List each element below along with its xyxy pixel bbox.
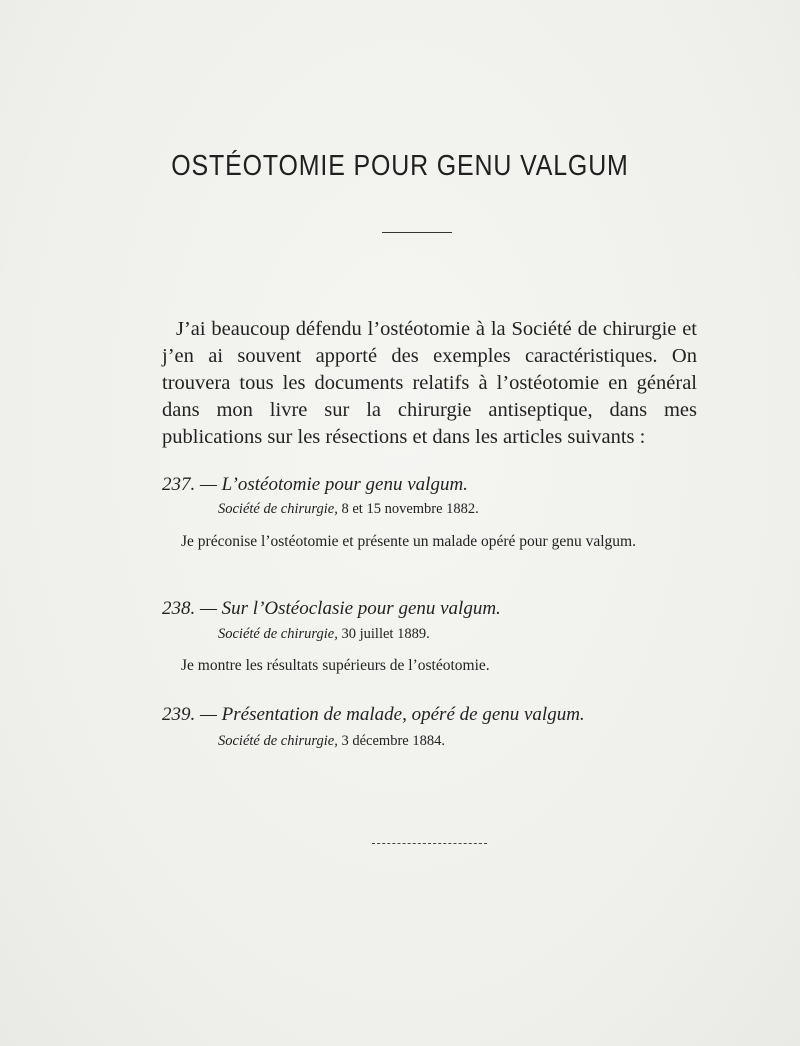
entry-source-date: 8 et 15 novembre 1882. xyxy=(341,501,479,517)
entry-source-journal: Société de chirurgie, xyxy=(218,501,338,517)
entry-number: 237. xyxy=(162,474,196,495)
entry-source-date: 3 décembre 1884. xyxy=(341,733,445,749)
title-divider xyxy=(382,232,452,233)
page-title: OSTÉOTOMIE POUR GENU VALGUM xyxy=(171,150,629,182)
entry-239-source xyxy=(218,733,445,750)
entry-237-description: Je préconise l’ostéotomie et présente un malade opéré pour genu valgum. xyxy=(181,533,636,550)
entry-source-journal: Société de chirurgie, xyxy=(218,733,338,749)
entry-title: Sur l’Ostéoclasie pour genu valgum. xyxy=(221,598,501,619)
entry-source-journal: Société de chirurgie, xyxy=(218,626,338,642)
entry-title: L’ostéotomie pour genu valgum. xyxy=(221,474,468,495)
entry-title: Présentation de malade, opéré de genu valgum. xyxy=(221,704,585,725)
entry-number: 239. xyxy=(162,704,196,725)
end-divider xyxy=(372,843,487,844)
intro-paragraph: J’ai beaucoup défendu l’ostéotomie à la Société de chirurgie et j’en ai souvent apporté des exemples caractéristiques. On trouvera tous les documents relatifs à l’ostéotomie en général dans mon livre sur la chirurgie antiseptique, dans mes publications sur les résections et dans les articles suivants : xyxy=(162,318,697,448)
entry-number: 238. xyxy=(162,598,196,619)
entry-source-date: 30 juillet 1889. xyxy=(341,626,430,642)
entry-239-title-line: 239. — Présentation de malade, opéré de genu valgum. xyxy=(162,704,585,725)
entry-238-source xyxy=(218,626,430,643)
entry-238-title-line: 238. — Sur l’Ostéoclasie pour genu valgum. xyxy=(162,598,501,619)
entry-238-description: Je montre les résultats supérieurs de l’ostéotomie. xyxy=(181,657,490,674)
entry-237-source xyxy=(218,501,479,518)
entry-237-title-line: 237. — L’ostéotomie pour genu valgum. xyxy=(162,474,468,495)
